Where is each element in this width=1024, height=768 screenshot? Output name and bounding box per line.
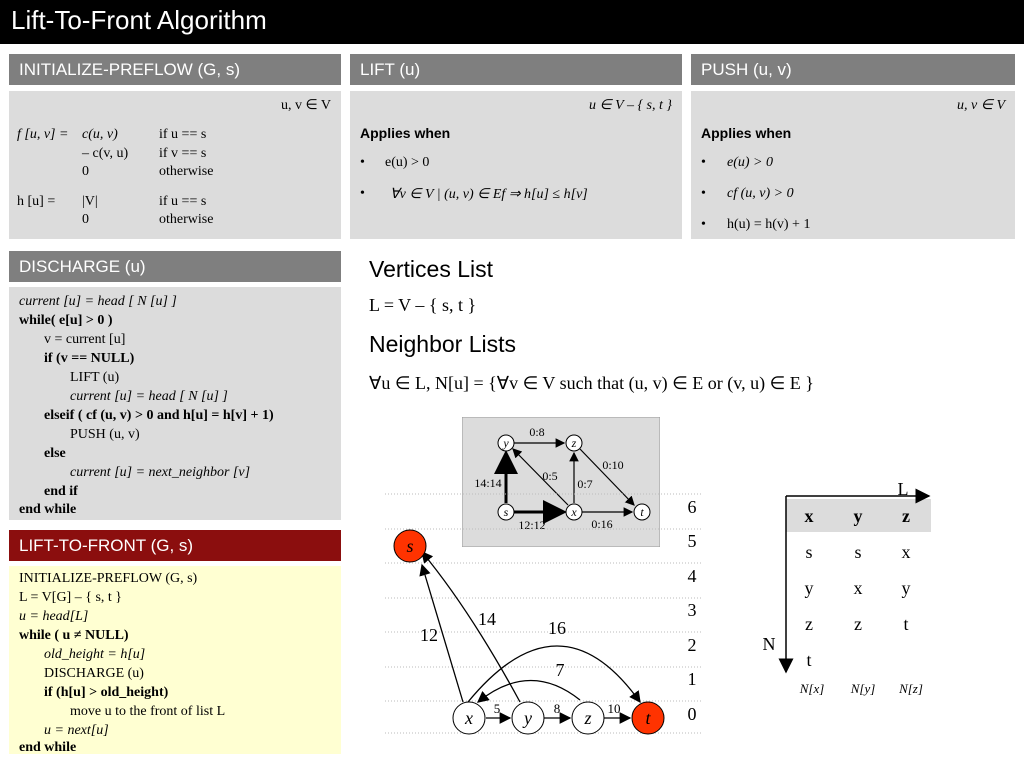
lift-domain: u ∈ V – { s, t }	[588, 98, 672, 113]
level-label: 4	[687, 566, 697, 586]
height-graph	[380, 490, 710, 740]
push-header: PUSH (u, v)	[691, 54, 1015, 85]
lift-applies: Applies when	[360, 125, 451, 141]
node-x	[453, 702, 485, 734]
small-node-z	[566, 435, 582, 451]
edge-label: 16	[548, 618, 566, 638]
neighbor-lists-formula: ∀u ∈ L, N[u] = {∀v ∈ V such that (u, v) ∈ E or (v, u) ∈ E }	[369, 373, 814, 393]
title-bar	[0, 0, 1024, 44]
edge-label: 0:8	[529, 425, 545, 439]
code-line: move u to the front of list L	[70, 704, 226, 719]
push-cond-3: h(u) = h(v) + 1	[727, 217, 811, 232]
edge-label: 0:16	[591, 517, 613, 531]
svg-text:s: s	[406, 536, 414, 556]
init-preflow-domain: u, v ∈ V	[280, 98, 331, 113]
f-cond-1: if u == s	[159, 127, 207, 142]
node-s	[394, 530, 426, 562]
push-panel	[691, 91, 1015, 239]
edge-label: 12	[420, 625, 438, 645]
h-cond-1: if u == s	[159, 194, 207, 209]
code-line: L = V[G] – { s, t }	[19, 590, 122, 605]
edge-label: 12:12	[518, 518, 546, 532]
f-val-1: c(u, v)	[82, 127, 118, 142]
vertices-list-heading: Vertices List	[369, 256, 493, 282]
code-line: INITIALIZE-PREFLOW (G, s)	[19, 571, 198, 586]
small-node-y	[498, 435, 514, 451]
bullet-icon: •	[360, 155, 365, 170]
column-footer: N[x]	[799, 681, 825, 696]
edge-label: 8	[553, 701, 561, 716]
level-label: 1	[687, 669, 697, 689]
code-line: if (h[u] > old_height)	[44, 685, 169, 700]
level-label: 6	[687, 497, 697, 517]
code-line: elseif ( cf (u, v) > 0 and h[u] = h[v] + 1)	[44, 408, 274, 423]
node-t	[632, 702, 664, 734]
edge-label: 0:5	[542, 469, 558, 483]
node-z	[572, 702, 604, 734]
edge-z-x	[478, 680, 580, 702]
svg-text:t: t	[640, 505, 644, 519]
column-footer: N[y]	[850, 681, 876, 696]
discharge-panel	[9, 287, 341, 520]
code-line: v = current [u]	[44, 332, 126, 347]
svg-text:y: y	[503, 436, 509, 450]
level-lines	[385, 494, 702, 733]
code-line: end if	[44, 484, 78, 499]
column-footer: N[z]	[899, 681, 923, 696]
lift-cond-2: ∀v ∈ V | (u, v) ∈ Ef ⇒ h[u] ≤ h[v]	[390, 187, 588, 202]
f-val-2: – c(v, u)	[82, 146, 129, 161]
lift-panel	[350, 91, 682, 239]
table-cell: z	[805, 614, 813, 634]
neighbor-lists-heading: Neighbor Lists	[369, 331, 517, 357]
level-label: 3	[687, 600, 697, 620]
bullet-icon: •	[360, 186, 365, 201]
f-label: f [u, v] =	[17, 127, 69, 142]
h-label: h [u] =	[17, 194, 56, 209]
bullet-icon: •	[701, 186, 706, 201]
svg-text:s: s	[503, 505, 509, 519]
discharge-header: DISCHARGE (u)	[9, 251, 341, 282]
code-line: current [u] = next_neighbor [v]	[70, 465, 251, 480]
table-cell: t	[903, 614, 909, 634]
svg-text:x: x	[465, 708, 473, 728]
page-title: Lift-To-Front Algorithm	[11, 5, 267, 35]
lift-to-front-panel	[9, 566, 341, 754]
code-line: old_height = h[u]	[44, 647, 146, 662]
edge-label: 0:10	[602, 458, 624, 472]
table-cell: s	[805, 542, 813, 562]
push-cond-2: cf (u, v) > 0	[727, 186, 794, 201]
level-label: 5	[687, 531, 697, 551]
push-cond-1: e(u) > 0	[727, 155, 773, 170]
code-line: else	[44, 446, 66, 461]
edge-label: 5	[493, 701, 501, 716]
edge-label: 14	[478, 609, 496, 629]
code-line: end while	[19, 740, 77, 755]
column-header: x	[804, 506, 814, 526]
neighbor-table	[755, 478, 945, 700]
lift-to-front-header: LIFT-TO-FRONT (G, s)	[9, 530, 341, 561]
level-label: 0	[687, 704, 697, 724]
f-val-3: 0	[82, 164, 89, 179]
table-cell: s	[854, 542, 862, 562]
svg-text:x: x	[571, 505, 577, 519]
column-header: y	[853, 506, 863, 526]
h-val-2: 0	[82, 212, 89, 227]
table-cell: x	[853, 578, 863, 598]
push-domain: u, v ∈ V	[957, 98, 1005, 113]
column-header: z	[902, 506, 910, 526]
code-line: current [u] = head [ N [u] ]	[70, 389, 228, 404]
node-y	[512, 702, 544, 734]
bullet-icon: •	[701, 217, 706, 232]
edge-label: 10	[607, 701, 621, 716]
bullet-icon: •	[701, 155, 706, 170]
code-line: current [u] = head [ N [u] ]	[19, 294, 177, 309]
init-preflow-panel	[9, 91, 341, 239]
code-line: while ( u ≠ NULL)	[19, 628, 129, 643]
code-line: DISCHARGE (u)	[44, 666, 144, 681]
code-line: PUSH (u, v)	[70, 427, 140, 442]
level-label: 2	[687, 635, 697, 655]
list-axis-label: L	[897, 479, 909, 499]
table-cell: t	[806, 650, 812, 670]
svg-text:z: z	[584, 708, 592, 728]
code-line: while( e[u] > 0 )	[19, 313, 113, 328]
code-line: end while	[19, 502, 77, 517]
svg-text:z: z	[571, 436, 577, 450]
table-cell: z	[854, 614, 862, 634]
edge-label: 0:7	[577, 477, 593, 491]
neighbor-axis-label: N	[762, 634, 776, 654]
code-line: u = head[L]	[19, 609, 89, 624]
svg-text:t: t	[645, 708, 651, 728]
code-line: u = next[u]	[44, 723, 109, 738]
push-applies: Applies when	[701, 125, 792, 141]
svg-text:y: y	[524, 708, 532, 728]
edge-label: 14:14	[474, 476, 502, 490]
lift-cond-1: e(u) > 0	[385, 155, 430, 170]
table-cell: x	[901, 542, 911, 562]
table-cell: y	[804, 578, 814, 598]
h-cond-2: otherwise	[159, 212, 214, 227]
f-cond-2: if v == s	[159, 146, 207, 161]
edge-x-t	[468, 646, 640, 702]
vertices-list-formula: L = V – { s, t }	[369, 295, 477, 315]
h-val-1: |V|	[82, 194, 98, 209]
edge-label: 7	[555, 660, 565, 680]
init-preflow-header: INITIALIZE-PREFLOW (G, s)	[9, 54, 341, 85]
code-line: LIFT (u)	[70, 370, 120, 385]
code-line: if (v == NULL)	[44, 351, 135, 366]
table-cell: y	[901, 578, 911, 598]
lift-header: LIFT (u)	[350, 54, 682, 85]
f-cond-3: otherwise	[159, 164, 214, 179]
